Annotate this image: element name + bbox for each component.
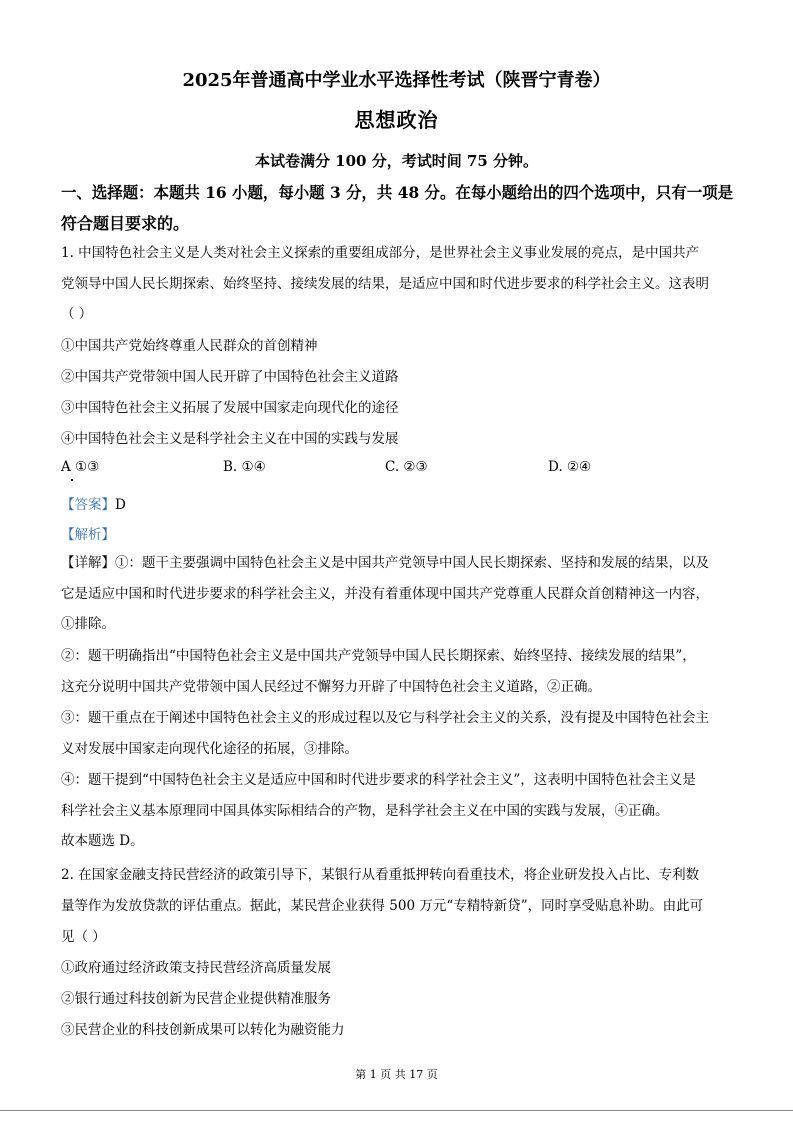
q1-detail-line-9: 科学社会主义基本原理同中国具体实际相结合的产物，是科学社会主义在中国的实践与发展，④正确。	[61, 803, 669, 819]
q1-detail-line-4: ②：题干明确指出“中国特色社会主义是中国共产党领导中国人民长期探索、始终坚持、接续发展的结果”，	[61, 648, 696, 664]
q1-detail-line-2: 它是适应中国和时代进步要求的科学社会主义，并没有着重体现中国共产党尊重人民群众首创精神这一内容，	[61, 586, 709, 602]
q1-choice-d: D. ②④	[548, 459, 592, 475]
q2-option-2: ②银行通过科技创新为民营企业提供精准服务	[61, 991, 331, 1007]
section-heading-line-1: 一、选择题：本题共 16 小题，每小题 3 分，共 48 分。在每小题给出的四个选项中，只有一项是	[61, 183, 734, 202]
q2-stem-line-1: 2. 在国家金融支持民营经济的政策引导下，某银行从看重抵押转向看重技术，将企业研发投入占比、专利数	[61, 867, 700, 883]
q1-choice-c: C. ②③	[385, 459, 428, 475]
q1-detail-line-6: ③：题干重点在于阐述中国特色社会主义的形成过程以及它与科学社会主义的关系，没有提及中国特色社会主	[61, 710, 709, 726]
q1-detail-line-10: 故本题选 D。	[61, 833, 144, 849]
choice-a-dot	[71, 479, 73, 481]
q1-choice-b: B. ①④	[223, 459, 266, 475]
q1-detail-line-7: 义对发展中国家走向现代化途径的拓展，③排除。	[61, 741, 358, 757]
q2-option-3: ③民营企业的科技创新成果可以转化为融资能力	[61, 1022, 345, 1038]
q1-stem-line-2: 党领导中国人民长期探索、始终坚持、接续发展的结果，是适应中国和时代进步要求的科学社会主义。这表明	[61, 276, 709, 292]
q1-detail-line-3: ①排除。	[61, 616, 115, 632]
exam-note: 本试卷满分 100 分，考试时间 75 分钟。	[254, 152, 539, 170]
page-footer: 第 1 页 共 17 页	[355, 1068, 438, 1081]
q1-stem-line-1: 1. 中国特色社会主义是人类对社会主义探索的重要组成部分，是世界社会主义事业发展的亮点，是中国共产	[61, 245, 700, 261]
q1-option-4: ④中国特色社会主义是科学社会主义在中国的实践与发展	[61, 431, 399, 447]
q1-choice-a: A ①③	[61, 459, 100, 475]
q1-stem-line-3: （ ）	[61, 306, 93, 322]
answer-value: D	[115, 497, 126, 513]
q1-option-2: ②中国共产党带领中国人民开辟了中国特色社会主义道路	[61, 369, 399, 385]
analysis-tag: 【解析】	[61, 527, 115, 543]
q1-option-3: ③中国特色社会主义拓展了发展中国家走向现代化的途径	[61, 400, 399, 416]
q1-detail-line-1: 【详解】①：题干主要强调中国特色社会主义是中国共产党领导中国人民长期探索、坚持和发展的结果，以及	[61, 555, 709, 571]
answer-row	[61, 493, 126, 513]
q2-option-1: ①政府通过经济政策支持民营经济高质量发展	[61, 960, 331, 976]
answer-tag: 【答案】	[61, 497, 115, 513]
page-bottom-divider	[0, 1110, 793, 1111]
exam-title: 2025年普通高中学业水平选择性考试（陕晋宁青卷）	[182, 70, 611, 91]
q1-option-1: ①中国共产党始终尊重人民群众的首创精神	[61, 338, 318, 354]
q2-stem-line-3: 见（ ）	[61, 929, 106, 945]
q1-detail-line-8: ④：题干提到“中国特色社会主义是适应中国和时代进步要求的科学社会主义”，这表明中国特色社会主义是	[61, 772, 696, 788]
q2-stem-line-2: 量等作为发放贷款的评估重点。据此，某民营企业获得 500 万元“专精特新贷”，同时享受贴息补助。由此可	[61, 898, 704, 914]
q1-detail-line-5: 这充分说明中国共产党带领中国人民经过不懈努力开辟了中国特色社会主义道路，②正确。	[61, 679, 601, 695]
section-heading-line-2: 符合题目要求的。	[61, 214, 190, 233]
subject-title: 思想政治	[354, 108, 439, 132]
